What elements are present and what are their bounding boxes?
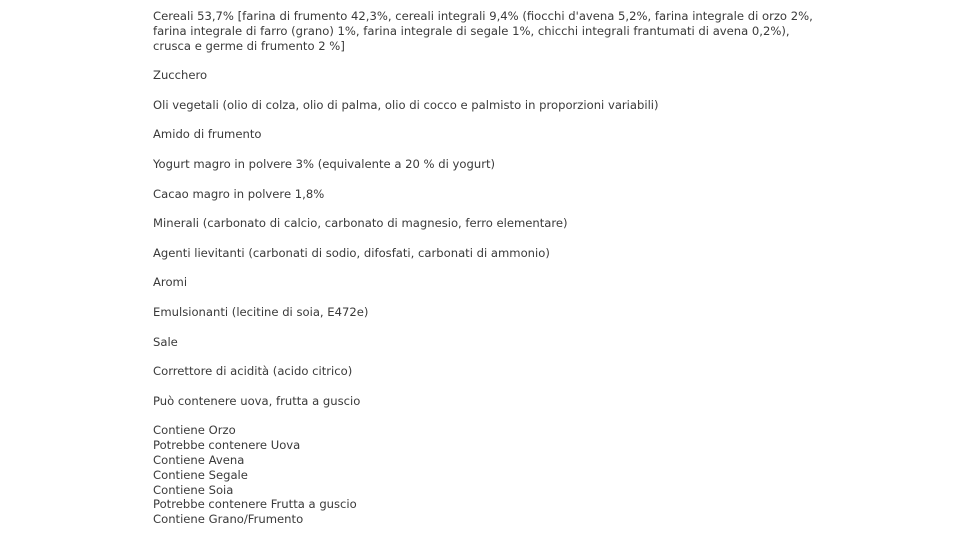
ingredients-text [153,9,823,527]
ingredient-cereali: Cereali 53,7% [farina di frumento 42,3%, cereali integrali 9,4% (fiocchi d'avena 5,2%, farina integrale di orzo 2%, farina integrale di farro (grano) 1%, farina integrale di segale 1%, chicchi integrali frantumati di avena 0,2%), crusca e germe di frumento 2 %] [153,9,813,53]
ingredient-zucchero: Zucchero [153,68,208,83]
allergen-item: Contiene Avena [153,452,245,467]
ingredient-amido: Amido di frumento [153,127,262,142]
allergen-item: Contiene Orzo [153,423,236,438]
allergen-item: Potrebbe contenere Uova [153,438,301,453]
ingredient-aromi: Aromi [153,275,188,290]
ingredient-yogurt: Yogurt magro in polvere 3% (equivalente a 20 % di yogurt) [153,156,496,171]
ingredient-may-contain: Può contenere uova, frutta a guscio [153,393,361,408]
ingredient-correttore-acidita: Correttore di acidità (acido citrico) [153,364,353,379]
ingredient-emulsionanti: Emulsionanti (lecitine di soia, E472e) [153,304,369,319]
ingredient-oli-vegetali: Oli vegetali (olio di colza, olio di palma, olio di cocco e palmisto in proporzioni variabili) [153,97,659,112]
allergen-item: Contiene Segale [153,467,248,482]
allergen-item: Contiene Soia [153,482,234,497]
ingredient-minerali: Minerali (carbonato di calcio, carbonato di magnesio, ferro elementare) [153,216,568,231]
ingredient-sale: Sale [153,334,178,349]
ingredient-cacao: Cacao magro in polvere 1,8% [153,186,325,201]
allergen-list [153,423,823,527]
ingredient-agenti-lievitanti: Agenti lievitanti (carbonati di sodio, difosfati, carbonati di ammonio) [153,245,550,260]
allergen-item: Potrebbe contenere Frutta a guscio [153,497,357,512]
allergen-item: Contiene Grano/Frumento [153,512,304,527]
